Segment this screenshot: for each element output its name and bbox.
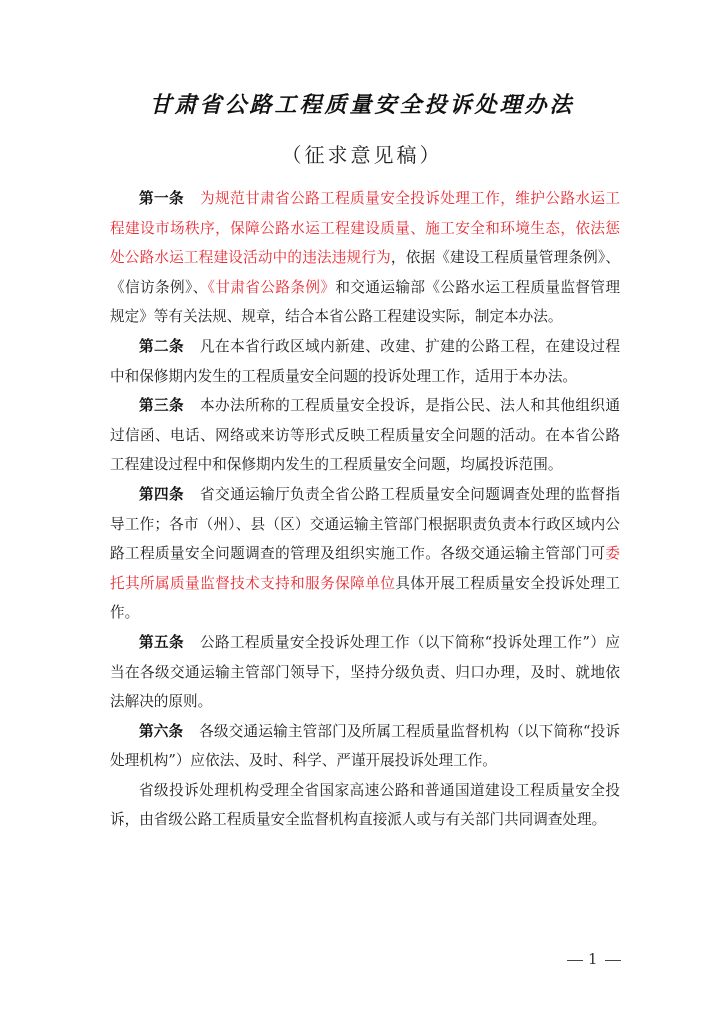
highlighted-text: 《甘肃省公路条例》 [207, 278, 336, 296]
article-5 [110, 628, 620, 717]
highlighted-text: 委托其所属质量监督技术支持和服务保障单位 [110, 545, 620, 592]
extra-paragraph: 省级投诉处理机构受理全省国家高速公路和普通国道建设工程质量安全投诉，由省级公路工程质量安全监督机构直接派人或与有关部门共同调查处理。 [110, 781, 620, 829]
highlighted-text: 为规范甘肃省公路工程质量安全投诉处理工作，维护公路水运工程建设市场秩序，保障公路水运工程建设质量、施工安全和环境生态，依法惩处公路水运工程建设活动中的违法违规行为 [110, 190, 620, 267]
article-label: 第六条 [139, 722, 184, 740]
article-label: 第一条 [139, 190, 185, 207]
article-text: 和交通运输部《公路水运工程质量监督管理规定》等有关法规、规章，结合本省公路工程建设实际，制定本办法。 [110, 278, 620, 326]
document-title: 甘肃省公路工程质量安全投诉处理办法 [149, 92, 575, 118]
article-6 [110, 717, 620, 776]
article-text: 具体开展工程质量安全投诉处理工作。 [110, 574, 620, 622]
article-text: 各级交通运输主管部门及所属工程质量监督机构（以下简称“投诉处理机构”）应依法、及时、科学、严谨开展投诉处理工作。 [110, 722, 620, 770]
article-label: 第三条 [139, 397, 185, 415]
article-3 [110, 391, 620, 480]
article-4 [110, 480, 620, 628]
article-label: 第四条 [139, 485, 185, 503]
article-text: 本办法所称的工程质量安全投诉，是指公民、法人和其他组织通过信函、电话、网络或来访等形式反映工程质量安全问题的活动。在本省公路工程建设过程中和保修期内发生的工程质量安全问题，均属投诉范围。 [110, 397, 620, 474]
article-1 [110, 184, 620, 332]
article-text: 公路工程质量安全投诉处理工作（以下简称“投诉处理工作”）应当在各级交通运输主管部门领导下，坚持分级负责、归口办理，及时、就地依法解决的原则。 [110, 633, 620, 711]
article-text: ，依据《建设工程质量管理条例》、《信访条例》、 [110, 249, 620, 296]
page-footer [562, 950, 626, 968]
article-label: 第五条 [139, 633, 184, 651]
document-subtitle: （征求意见稿） [281, 143, 443, 167]
article-text: 省交通运输厅负责全省公路工程质量安全问题调查处理的监督指导工作；各市（州）、县（区）交通运输主管部门根据职责负责本行政区域内公路工程质量安全问题调查的管理及组织实施工作。各级交通运输主管部门可 [110, 485, 620, 563]
article-text: 凡在本省行政区域内新建、改建、扩建的公路工程，在建设过程中和保修期内发生的工程质量安全问题的投诉处理工作，适用于本办法。 [110, 337, 620, 385]
page-number: 1 [588, 950, 600, 968]
document-body [110, 184, 620, 835]
footer-dash-right [605, 960, 621, 961]
article-2 [110, 332, 620, 391]
footer-dash-left [567, 960, 583, 961]
article-label: 第二条 [139, 337, 185, 355]
